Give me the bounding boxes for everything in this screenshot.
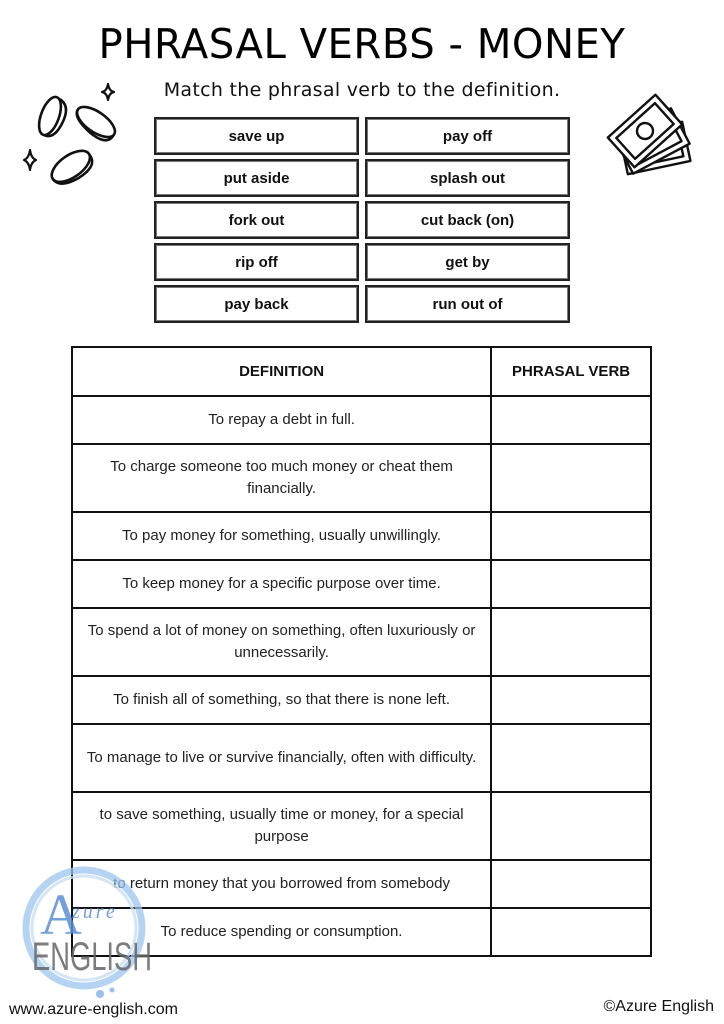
table-row — [72, 444, 651, 512]
answer-cell[interactable] — [491, 560, 651, 608]
table-row — [72, 676, 651, 724]
word-box: splash out — [365, 159, 570, 197]
table-row — [72, 560, 651, 608]
answer-cell[interactable] — [491, 792, 651, 860]
definition-cell: To manage to live or survive financially, often with difficulty. — [72, 724, 491, 792]
coin-3 — [47, 145, 97, 191]
definition-cell: To finish all of something, so that there is none left. — [72, 676, 491, 724]
banknotes-icon — [600, 86, 704, 190]
definition-column-header: DEFINITION — [72, 347, 491, 396]
coin-2 — [71, 101, 120, 144]
table-row — [72, 792, 651, 860]
definition-cell: to save something, usually time or money, for a special purpose — [72, 792, 491, 860]
definition-cell: To spend a lot of money on something, often luxuriously or unnecessarily. — [72, 608, 491, 676]
page-title: PHRASAL VERBS - MONEY — [98, 20, 626, 68]
table-row — [72, 724, 651, 792]
coins-icon — [18, 80, 128, 200]
sparkle-icon — [24, 150, 36, 170]
answer-cell[interactable] — [491, 724, 651, 792]
answer-cell[interactable] — [491, 608, 651, 676]
answer-cell[interactable] — [491, 512, 651, 560]
word-box: put aside — [154, 159, 359, 197]
word-box: pay off — [365, 117, 570, 155]
table-row — [72, 512, 651, 560]
azure-english-logo — [12, 862, 162, 1002]
word-box: save up — [154, 117, 359, 155]
word-box: fork out — [154, 201, 359, 239]
word-bank — [154, 117, 570, 323]
definition-cell: To pay money for something, usually unwillingly. — [72, 512, 491, 560]
table-row — [72, 608, 651, 676]
answer-cell[interactable] — [491, 908, 651, 956]
answer-cell[interactable] — [491, 396, 651, 444]
definition-cell: To charge someone too much money or cheat them financially. — [72, 444, 491, 512]
logo-top-text: zure — [72, 901, 118, 923]
word-box: get by — [365, 243, 570, 281]
website-link[interactable]: www.azure-english.com — [9, 1001, 178, 1018]
sparkle-icon — [102, 84, 114, 100]
copyright-text: ©Azure English — [603, 998, 714, 1015]
word-box: rip off — [154, 243, 359, 281]
definition-cell: to return money that you borrowed from somebody — [72, 860, 491, 908]
logo-initial: A — [40, 882, 82, 947]
word-box: pay back — [154, 285, 359, 323]
definition-cell: To keep money for a specific purpose over time. — [72, 560, 491, 608]
table-header-row — [72, 347, 651, 396]
phrasal-verb-column-header: PHRASAL VERB — [491, 347, 651, 396]
answer-cell[interactable] — [491, 860, 651, 908]
definition-cell: To reduce spending or consumption. — [72, 908, 491, 956]
word-box: run out of — [365, 285, 570, 323]
definition-cell: To repay a debt in full. — [72, 396, 491, 444]
word-box: cut back (on) — [365, 201, 570, 239]
table-row — [72, 396, 651, 444]
answer-cell[interactable] — [491, 444, 651, 512]
coin-1 — [35, 94, 71, 140]
instruction-text: Match the phrasal verb to the definition. — [163, 79, 561, 101]
answer-cell[interactable] — [491, 676, 651, 724]
logo-bottom-text: ENGLISH — [32, 935, 152, 979]
